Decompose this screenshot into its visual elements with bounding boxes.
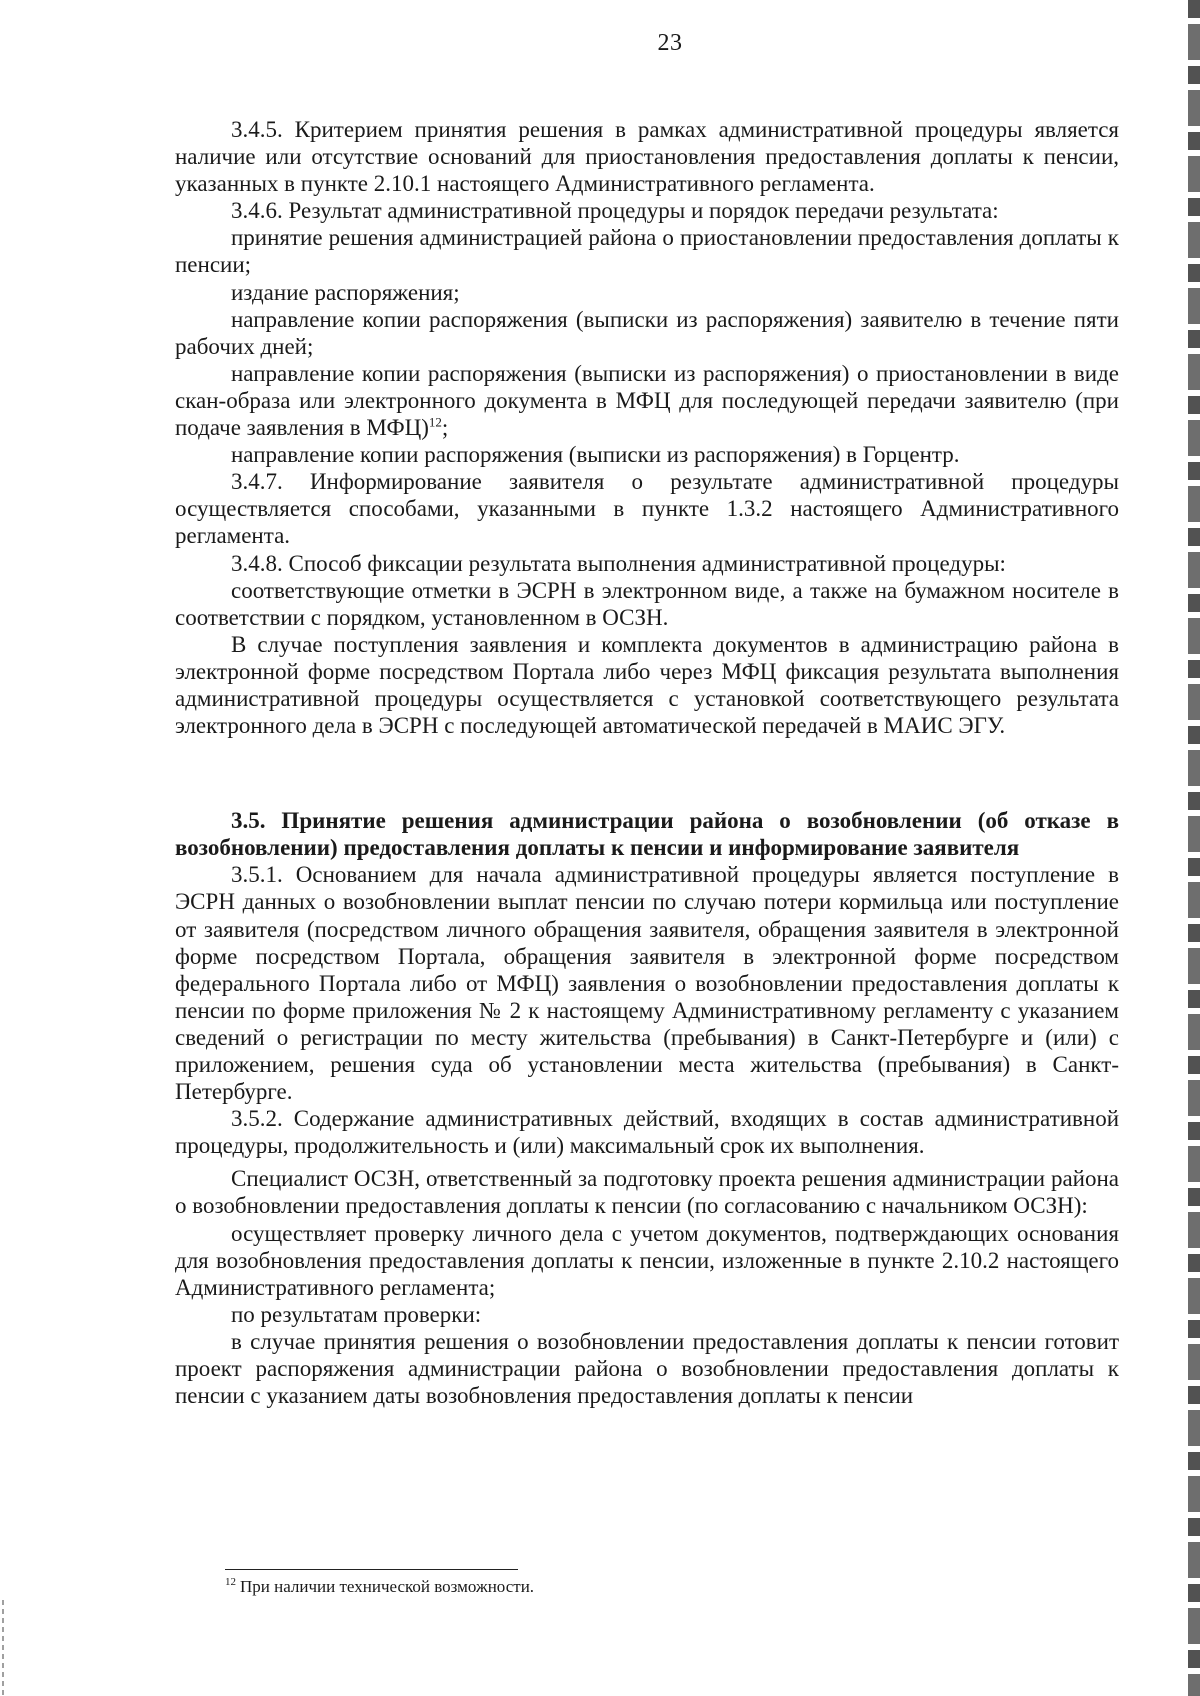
paragraph-text: издание распоряжения;	[231, 279, 460, 305]
paragraph-text: 3.5.1. Основанием для начала административной процедуры является поступление в ЭСРН данных о возобновлении выплат пенсии по случаю потери кормильца или поступление от заявителя (посредством личного обращения заявителя, обращения заявителя в электронной форме посредством Портала, обращения заявителя в электронной форме посредством федерального Портала либо от МФЦ) заявления о возобновлении предоставления доплаты к пенсии по форме приложения № 2 к настоящему Административному регламенту с указанием сведений о регистрации по месту жительства (пребывания) в Санкт-Петербурге и (или) с приложением, решения суда об установлении места жительства (пребывания) в Санкт-Петербурге.	[175, 862, 1119, 1105]
paragraph-text: 3.4.8. Способ фиксации результата выполнения административной процедуры:	[231, 550, 1006, 576]
paragraph-text: принятие решения администрацией района о приостановлении предоставления доплаты к пенсии;	[175, 225, 1119, 278]
paragraph	[175, 1165, 1119, 1219]
paragraph-text: 3.4.6. Результат административной процедуры и порядок передачи результата:	[231, 198, 999, 224]
paragraph-text: В случае поступления заявления и комплекта документов в администрацию района в электронной форме посредством Портала либо через МФЦ фиксация результата выполнения административной процедуры осуществляется с установкой соответствующего результата электронного дела в ЭСРН с последующей автоматической передачей в МАИС ЭГУ.	[175, 631, 1119, 739]
section-heading	[175, 807, 1119, 861]
paragraph-text: направление копии распоряжения (выписки из распоряжения) о приостановлении в виде скан-образа или электронного документа в МФЦ для последующей передачи заявителю (при подаче заявления в МФЦ)	[175, 360, 1119, 441]
paragraph-text: 3.4.5. Критерием принятия решения в рамках административной процедуры является наличие или отсутствие оснований для приостановления предоставления доплаты к пенсии, указанных в пункте 2.10.1 настоящего Административного регламента.	[175, 117, 1119, 197]
paragraph	[175, 1301, 1119, 1328]
paragraph	[175, 1328, 1119, 1409]
scan-edge-artifact	[1188, 0, 1200, 1696]
paragraph-text: направление копии распоряжения (выписки из распоряжения) заявителю в течение пяти рабочих дней;	[175, 306, 1119, 359]
paragraph	[175, 197, 1119, 224]
page-number: 23	[657, 30, 683, 56]
paragraph-text: соответствующие отметки в ЭСРН в электронном виде, а также на бумажном носителе в соответствии с порядком, установленном в ОСЗН.	[175, 577, 1119, 630]
paragraph	[175, 861, 1119, 1105]
paragraph-text: по результатам проверки:	[231, 1301, 482, 1327]
paragraph	[175, 279, 1119, 306]
paragraph	[175, 360, 1119, 441]
paragraph	[175, 1105, 1119, 1159]
scan-edge-artifact-left	[2, 1600, 4, 1696]
paragraph	[175, 224, 1119, 278]
footnote-separator	[225, 1569, 518, 1570]
paragraph-text: 3.5.2. Содержание административных действий, входящих в состав административной процедуры, продолжительность и (или) максимальный срок их выполнения.	[175, 1106, 1119, 1159]
paragraph	[175, 631, 1119, 739]
paragraph	[175, 550, 1119, 577]
paragraph	[175, 306, 1119, 360]
paragraph-text: 3.4.7. Информирование заявителя о результате административной процедуры осуществляется способами, указанными в пункте 1.3.2 настоящего Административного регламента.	[175, 469, 1119, 549]
footnote-marker: 12	[225, 1576, 236, 1589]
paragraph	[175, 441, 1119, 468]
body-text	[175, 116, 1119, 1409]
paragraph-text: осуществляет проверку личного дела с учетом документов, подтверждающих основания для возобновления предоставления доплаты к пенсии, изложенные в пункте 2.10.2 настоящего Административного регламента;	[175, 1220, 1119, 1300]
footnote-reference: 12	[428, 414, 442, 430]
paragraph	[175, 116, 1119, 197]
paragraph-text: 3.5. Принятие решения администрации района о возобновлении (об отказе в возобновлении) предоставления доплаты к пенсии и информирование заявителя	[175, 808, 1119, 861]
footnote	[225, 1576, 534, 1598]
paragraph	[175, 577, 1119, 631]
paragraph-text: Специалист ОСЗН, ответственный за подготовку проекта решения администрации района о возобновлении предоставления доплаты к пенсии (по согласованию с начальником ОСЗН):	[175, 1166, 1119, 1219]
paragraph-text: направление копии распоряжения (выписки из распоряжения) в Горцентр.	[231, 442, 960, 468]
footnote-text: При наличии технической возможности.	[240, 1577, 535, 1596]
paragraph	[175, 468, 1119, 549]
paragraph-text: в случае принятия решения о возобновлении предоставления доплаты к пенсии готовит проект распоряжения администрации района о возобновлении предоставления доплаты к пенсии с указанием даты возобновления предоставления доплаты к пенсии	[175, 1328, 1119, 1409]
paragraph	[175, 1220, 1119, 1301]
paragraph-suffix: ;	[441, 415, 449, 441]
